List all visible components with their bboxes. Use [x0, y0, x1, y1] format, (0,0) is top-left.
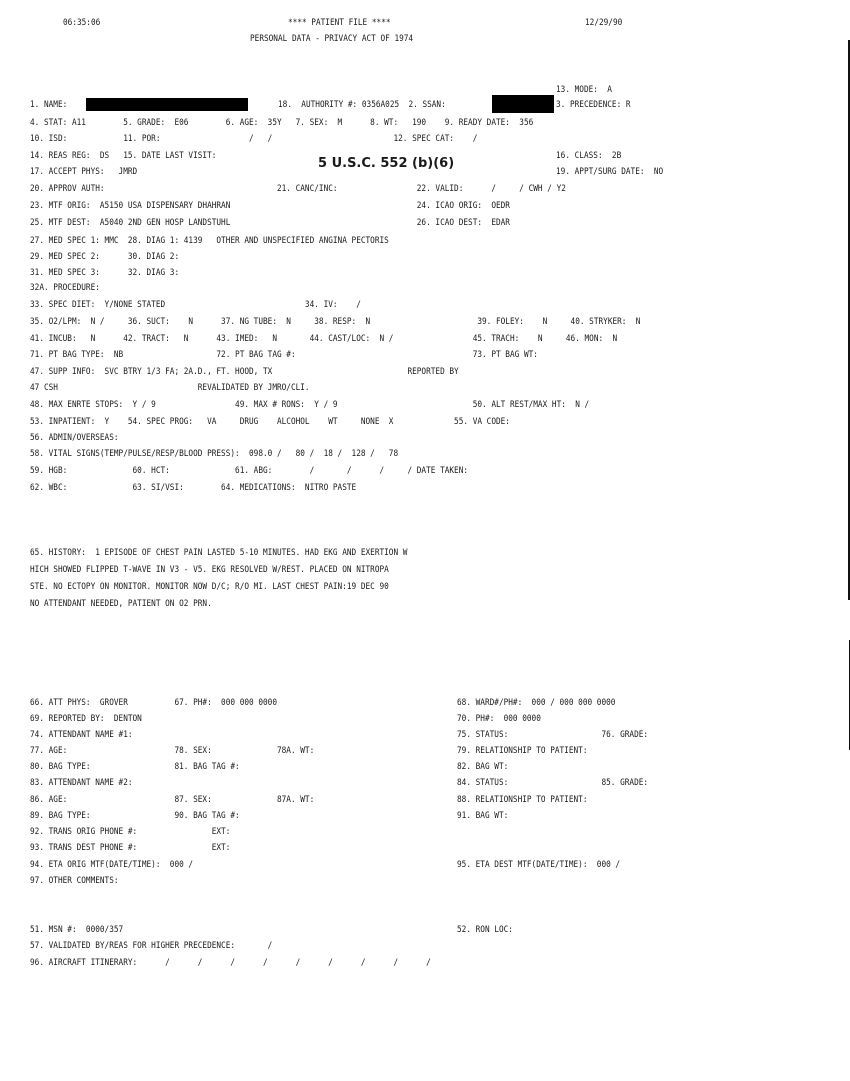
- row-admin-overseas: 56. ADMIN/OVERSEAS:: [30, 433, 119, 443]
- print-date: 12/29/90: [585, 18, 623, 28]
- field-ron-loc: 52. RON LOC:: [457, 925, 513, 935]
- row-vital-signs: 58. VITAL SIGNS(TEMP/PULSE/RESP/BLOOD PRESS): 098.0 / 80 / 18 / 128 / 78: [30, 449, 399, 459]
- field-class: 16. CLASS: 2B: [556, 151, 622, 161]
- field-status-1: 75. STATUS: 76. GRADE:: [457, 730, 649, 740]
- row-validated-by: 57. VALIDATED BY/REAS FOR HIGHER PRECEDENCE: /: [30, 941, 273, 951]
- row-isd-por: 10. ISD: 11. POR: / / 12. SPEC CAT: /: [30, 134, 478, 144]
- row-attendant-1: 74. ATTENDANT NAME #1:: [30, 730, 133, 740]
- row-supp-info: 47. SUPP INFO: SVC BTRY 1/3 FA; 2A.D., FT. HOOD, TX REPORTED BY: [30, 367, 459, 377]
- field-appt-surg-date: 19. APPT/SURG DATE: NO: [556, 167, 664, 177]
- row-inpatient: 53. INPATIENT: Y 54. SPEC PROG: VA DRUG ALCOHOL WT NONE X 55. VA CODE:: [30, 417, 510, 427]
- row-spec-diet: 33. SPEC DIET: Y/NONE STATED 34. IV: /: [30, 300, 361, 310]
- history-line-4: NO ATTENDANT NEEDED, PATIENT ON O2 PRN.: [30, 599, 212, 609]
- field-mode: 13. MODE: A: [556, 85, 612, 95]
- row-supp-info-cont: 47 CSH REVALIDATED BY JMRO/CLI.: [30, 383, 310, 393]
- row-reported-by: 69. REPORTED BY: DENTON: [30, 714, 142, 724]
- row-approv-auth: 20. APPROV AUTH: 21. CANC/INC: 22. VALID: / / CWH / Y2: [30, 184, 566, 194]
- row-o2-suct: 35. O2/LPM: N / 36. SUCT: N 37. NG TUBE: N 38. RESP: N 39. FOLEY: N 40. STRYKER: N: [30, 317, 641, 327]
- field-status-2: 84. STATUS: 85. GRADE:: [457, 778, 649, 788]
- row-stat-grade-age: 4. STAT: A11 5. GRADE: E06 6. AGE: 35Y 7. SEX: M 8. WT: 190 9. READY DATE: 356: [30, 118, 534, 128]
- history-line-2: HICH SHOWED FLIPPED T-WAVE IN V3 - V5. EKG RESOLVED W/REST. PLACED ON NITROPA: [30, 565, 389, 575]
- ssan-redaction: [492, 95, 554, 113]
- field-eta-dest: 95. ETA DEST MTF(DATE/TIME): 000 /: [457, 860, 621, 870]
- row-aircraft-itinerary: 96. AIRCRAFT ITINERARY: / / / / / / / / /: [30, 958, 431, 968]
- document-subtitle: PERSONAL DATA - PRIVACY ACT OF 1974: [250, 34, 414, 44]
- row-mtf-orig: 23. MTF ORIG: A5150 USA DISPENSARY DHAHRAN 24. ICAO ORIG: OEDR: [30, 201, 510, 211]
- field-bag-wt-2: 91. BAG WT:: [457, 811, 509, 821]
- row-age-sex-1: 77. AGE: 78. SEX: 78A. WT:: [30, 746, 315, 756]
- name-redaction: [86, 98, 248, 111]
- row-age-sex-2: 86. AGE: 87. SEX: 87A. WT:: [30, 795, 315, 805]
- row-attendant-2: 83. ATTENDANT NAME #2:: [30, 778, 133, 788]
- row-max-enrte: 48. MAX ENRTE STOPS: Y / 9 49. MAX # RONS: Y / 9 50. ALT REST/MAX HT: N /: [30, 400, 590, 410]
- field-authority-ssan: 18. AUTHORITY #: 0356A025 2. SSAN:: [278, 100, 446, 110]
- print-time: 06:35:06: [63, 18, 101, 28]
- row-med-spec-2: 29. MED SPEC 2: 30. DIAG 2:: [30, 252, 180, 262]
- row-wbc-medications: 62. WBC: 63. SI/VSI: 64. MEDICATIONS: NITRO PASTE: [30, 483, 357, 493]
- row-trans-dest-phone: 93. TRANS DEST PHONE #: EXT:: [30, 843, 231, 853]
- field-name: 1. NAME:: [30, 100, 68, 110]
- field-precedence: 3. PRECEDENCE: R: [556, 100, 631, 110]
- document-title: **** PATIENT FILE ****: [288, 18, 391, 28]
- row-reas-reg: 14. REAS REG: DS 15. DATE LAST VISIT:: [30, 151, 217, 161]
- field-relationship-2: 88. RELATIONSHIP TO PATIENT:: [457, 795, 588, 805]
- row-eta-orig: 94. ETA ORIG MTF(DATE/TIME): 000 /: [30, 860, 194, 870]
- row-msn: 51. MSN #: 0000/357: [30, 925, 124, 935]
- history-line-1: 65. HISTORY: 1 EPISODE OF CHEST PAIN LASTED 5-10 MINUTES. HAD EKG AND EXERTION W: [30, 548, 408, 558]
- field-ward-ph: 68. WARD#/PH#: 000 / 000 000 0000: [457, 698, 616, 708]
- row-pt-bag: 71. PT BAG TYPE: NB 72. PT BAG TAG #: 73. PT BAG WT:: [30, 350, 538, 360]
- field-ph: 70. PH#: 000 0000: [457, 714, 541, 724]
- row-bag-type-2: 89. BAG TYPE: 90. BAG TAG #:: [30, 811, 240, 821]
- row-med-spec-1: 27. MED SPEC 1: MMC 28. DIAG 1: 4139 OTHER AND UNSPECIFIED ANGINA PECTORIS: [30, 236, 389, 246]
- row-mtf-dest: 25. MTF DEST: A5040 2ND GEN HOSP LANDSTUHL 26. ICAO DEST: EDAR: [30, 218, 510, 228]
- row-med-spec-3: 31. MED SPEC 3: 32. DIAG 3:: [30, 268, 180, 278]
- history-line-3: STE. NO ECTOPY ON MONITOR. MONITOR NOW D/C; R/O MI. LAST CHEST PAIN:19 DEC 90: [30, 582, 389, 592]
- row-att-phys: 66. ATT PHYS: GROVER 67. PH#: 000 000 0000: [30, 698, 277, 708]
- field-accept-phys: 17. ACCEPT PHYS: JMRD: [30, 167, 138, 177]
- row-other-comments: 97. OTHER COMMENTS:: [30, 876, 119, 886]
- row-procedure: 32A. PROCEDURE:: [30, 283, 100, 293]
- row-hgb-hct-abg: 59. HGB: 60. HCT: 61. ABG: / / / / DATE TAKEN:: [30, 466, 469, 476]
- row-bag-type-1: 80. BAG TYPE: 81. BAG TAG #:: [30, 762, 240, 772]
- row-trans-orig-phone: 92. TRANS ORIG PHONE #: EXT:: [30, 827, 231, 837]
- row-incub-tract: 41. INCUB: N 42. TRACT: N 43. IMED: N 44. CAST/LOC: N / 45. TRACH: N 46. MON: N: [30, 334, 618, 344]
- field-relationship-1: 79. RELATIONSHIP TO PATIENT:: [457, 746, 588, 756]
- foia-exemption-stamp: 5 U.S.C. 552 (b)(6): [318, 156, 455, 171]
- field-bag-wt-1: 82. BAG WT:: [457, 762, 509, 772]
